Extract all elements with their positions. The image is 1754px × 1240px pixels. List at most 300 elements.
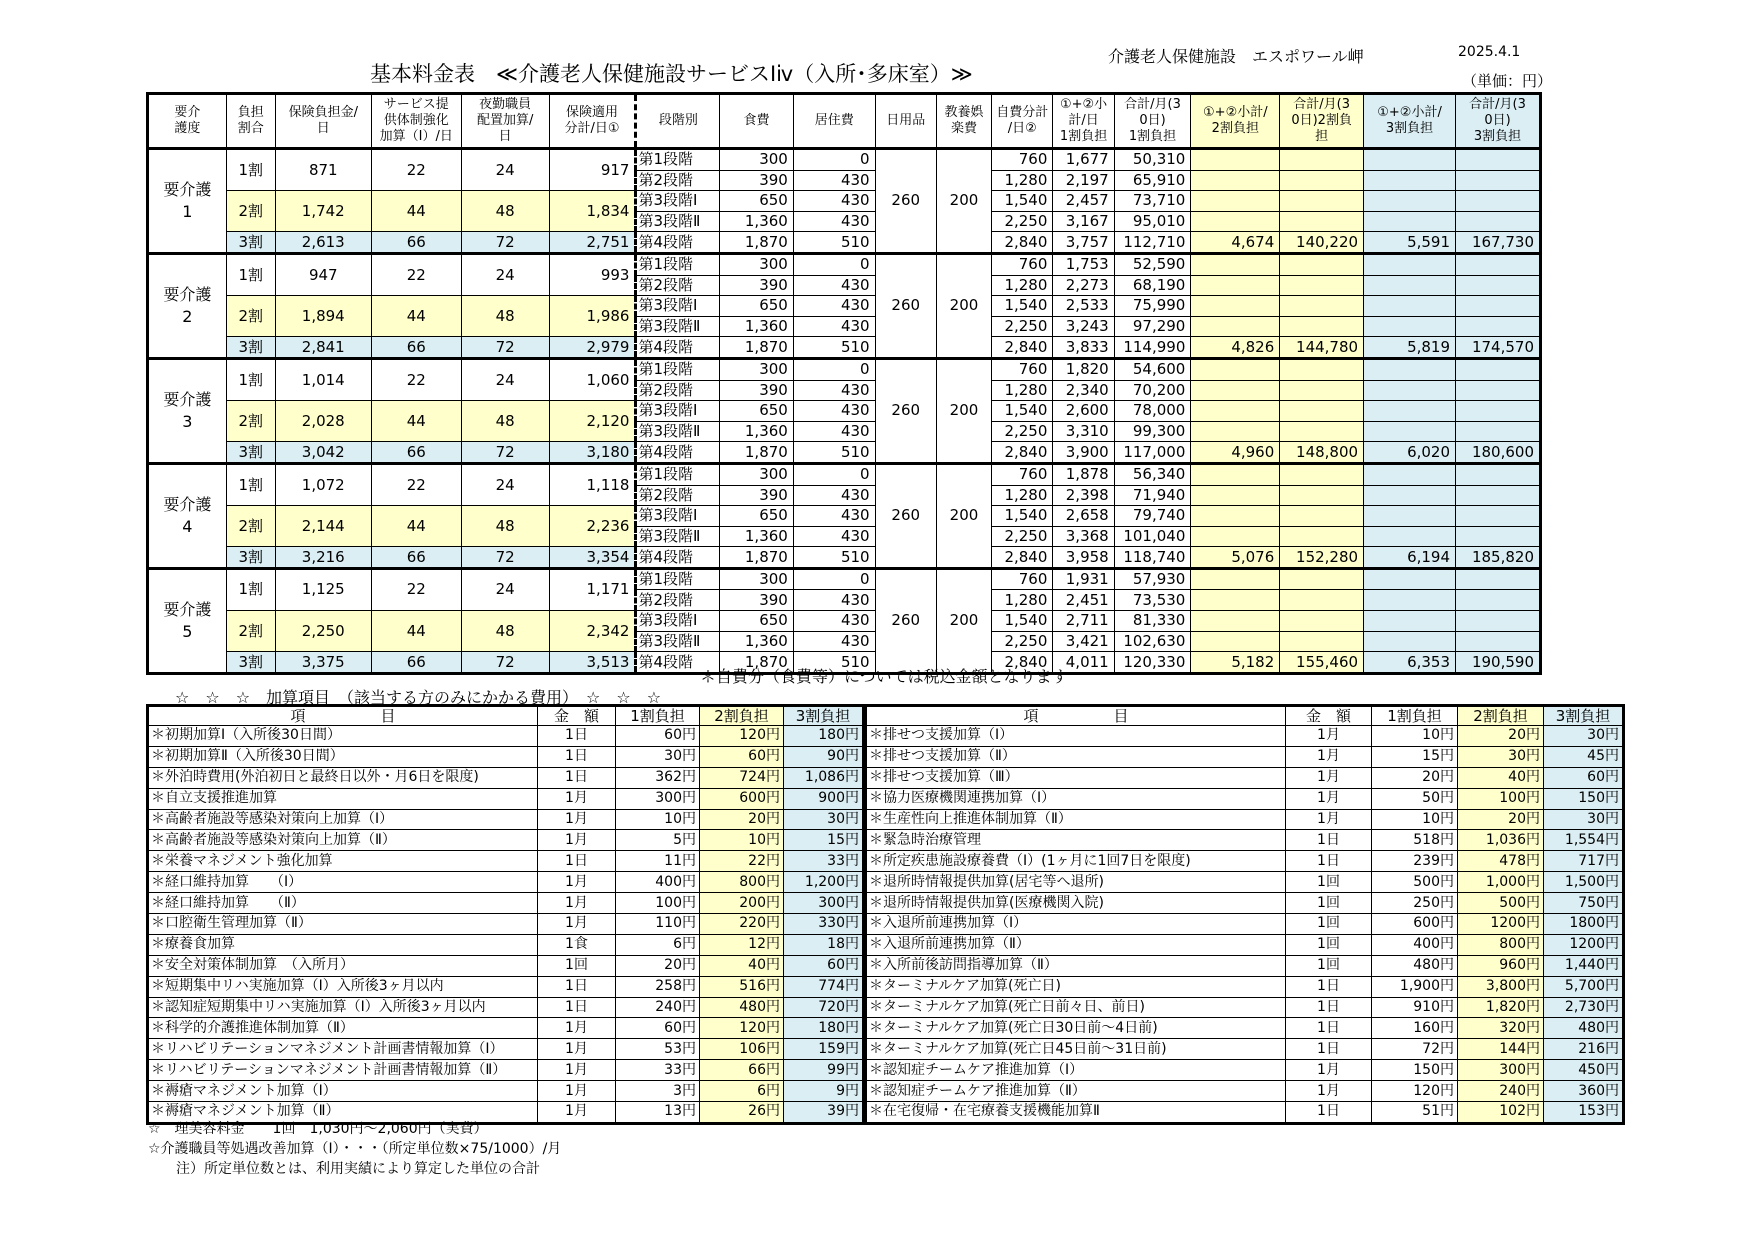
- food-cost: 1,870: [720, 652, 794, 674]
- addition-2wari: 478円: [1458, 851, 1544, 872]
- column-header: 居住費: [793, 94, 875, 149]
- addition-2wari: 100円: [1458, 788, 1544, 809]
- daily-total-1wari: 3,421: [1053, 631, 1114, 652]
- footer-note-definition: 注）所定単位数とは、利用実績により算定した単位の合計: [148, 1161, 540, 1177]
- addition-2wari: 600円: [700, 788, 784, 809]
- addition-1wari: 160円: [1372, 1018, 1458, 1039]
- addition-3wari: 900円: [784, 788, 864, 809]
- service-system-addition: 22: [371, 358, 461, 400]
- additions-header-right: [866, 706, 1624, 726]
- empty-cell: [1456, 526, 1541, 547]
- stage-label: 第2段階: [636, 590, 720, 611]
- empty-cell: [1191, 211, 1280, 232]
- daily-total-1wari: 3,833: [1053, 337, 1114, 359]
- self-pay-subtotal: 2,840: [992, 442, 1053, 464]
- daily-total-1wari: 1,878: [1053, 463, 1114, 485]
- empty-cell: [1191, 149, 1280, 171]
- empty-cell: [1280, 401, 1364, 422]
- empty-cell: [1364, 316, 1456, 337]
- addition-1wari: 239円: [1372, 851, 1458, 872]
- addition-3wari: 39円: [784, 1102, 864, 1124]
- addition-unit: 1月: [538, 788, 616, 809]
- column-header: 要介 護度: [148, 94, 227, 149]
- empty-cell: [1280, 170, 1364, 191]
- table-row: [148, 358, 1541, 380]
- addition-item: ＊口腔衛生管理加算（Ⅱ）: [148, 914, 538, 935]
- additions-column-header: 1割負担: [616, 706, 700, 726]
- additions-row: [866, 851, 1624, 872]
- residence-cost: 510: [793, 442, 875, 464]
- addition-2wari: 144円: [1458, 1039, 1544, 1060]
- empty-cell: [1364, 421, 1456, 442]
- addition-3wari: 180円: [784, 1018, 864, 1039]
- daily-total-1wari: 2,340: [1053, 380, 1114, 401]
- burden-rate: 1割: [226, 463, 275, 505]
- additions-row: [866, 1018, 1624, 1039]
- column-header: 夜勤職員 配置加算/ 日: [461, 94, 549, 149]
- additions-row: [866, 914, 1624, 935]
- monthly-total-1wari: 71,940: [1114, 485, 1191, 506]
- burden-rate: 3割: [226, 442, 275, 464]
- additions-row: [866, 1102, 1624, 1124]
- residence-cost: 430: [793, 611, 875, 632]
- empty-cell: [1191, 421, 1280, 442]
- additions-row: [866, 1039, 1624, 1060]
- stage-label: 第3段階Ⅱ: [636, 526, 720, 547]
- residence-cost: 430: [793, 485, 875, 506]
- addition-1wari: 518円: [1372, 830, 1458, 851]
- monthly-total-3wari: 190,590: [1456, 652, 1541, 674]
- empty-cell: [1280, 296, 1364, 317]
- self-pay-subtotal: 2,250: [992, 631, 1053, 652]
- additions-row: [148, 976, 864, 997]
- residence-cost: 430: [793, 590, 875, 611]
- daily-total-3wari: 6,020: [1364, 442, 1456, 464]
- addition-2wari: 1,000円: [1458, 872, 1544, 893]
- food-cost: 1,360: [720, 526, 794, 547]
- residence-cost: 430: [793, 211, 875, 232]
- daily-total-1wari: 2,600: [1053, 401, 1114, 422]
- daily-goods-cost: 260: [875, 358, 936, 463]
- addition-1wari: 110円: [616, 914, 700, 935]
- addition-unit: 1月: [538, 830, 616, 851]
- empty-cell: [1191, 526, 1280, 547]
- empty-cell: [1456, 485, 1541, 506]
- empty-cell: [1364, 463, 1456, 485]
- addition-item: ＊リハビリテーションマネジメント計画書情報加算（Ⅱ）: [148, 1060, 538, 1081]
- addition-item: ＊外泊時費用(外泊初日と最終日以外・月6日を限度): [148, 767, 538, 788]
- column-header: 合計/月(3 0日)2割負 担: [1280, 94, 1364, 149]
- addition-unit: 1月: [1286, 809, 1372, 830]
- addition-item: ＊緊急時治療管理: [866, 830, 1286, 851]
- monthly-total-1wari: 50,310: [1114, 149, 1191, 171]
- insurance-fee: 3,216: [275, 547, 371, 569]
- insurance-fee: 3,375: [275, 652, 371, 674]
- care-level-group: [148, 149, 1541, 254]
- addition-unit: 1月: [538, 893, 616, 914]
- addition-2wari: 300円: [1458, 1060, 1544, 1081]
- empty-cell: [1191, 275, 1280, 296]
- empty-cell: [1191, 401, 1280, 422]
- insurance-fee: 2,144: [275, 506, 371, 547]
- additions-table-right: [864, 704, 1625, 1125]
- daily-total-1wari: 3,900: [1053, 442, 1114, 464]
- empty-cell: [1280, 253, 1364, 275]
- monthly-total-1wari: 117,000: [1114, 442, 1191, 464]
- addition-3wari: 717円: [1544, 851, 1624, 872]
- empty-cell: [1280, 316, 1364, 337]
- self-pay-subtotal: 760: [992, 149, 1053, 171]
- addition-unit: 1月: [538, 914, 616, 935]
- residence-cost: 0: [793, 149, 875, 171]
- monthly-total-1wari: 73,710: [1114, 191, 1191, 212]
- monthly-total-2wari: 140,220: [1280, 232, 1364, 254]
- addition-1wari: 51円: [1372, 1102, 1458, 1124]
- monthly-total-3wari: 174,570: [1456, 337, 1541, 359]
- monthly-total-1wari: 73,530: [1114, 590, 1191, 611]
- daily-total-3wari: 6,353: [1364, 652, 1456, 674]
- additions-row: [148, 955, 864, 976]
- additions-row: [866, 955, 1624, 976]
- addition-unit: 1月: [538, 1060, 616, 1081]
- addition-1wari: 72円: [1372, 1039, 1458, 1060]
- empty-cell: [1456, 358, 1541, 380]
- self-pay-subtotal: 2,840: [992, 337, 1053, 359]
- addition-unit: 1月: [538, 809, 616, 830]
- residence-cost: 510: [793, 547, 875, 569]
- daily-total-3wari: 5,591: [1364, 232, 1456, 254]
- addition-item: ＊認知症チームケア推進加算（Ⅱ）: [866, 1081, 1286, 1102]
- stage-label: 第1段階: [636, 149, 720, 171]
- daily-total-1wari: 4,011: [1053, 652, 1114, 674]
- addition-3wari: 480円: [1544, 1018, 1624, 1039]
- addition-item: ＊短期集中リハ実施加算（Ⅰ）入所後3ヶ月以内: [148, 976, 538, 997]
- additions-row: [148, 893, 864, 914]
- addition-3wari: 750円: [1544, 893, 1624, 914]
- additions-row: [148, 1081, 864, 1102]
- residence-cost: 430: [793, 191, 875, 212]
- table-row: [148, 611, 1541, 632]
- insurance-fee: 1,125: [275, 568, 371, 610]
- addition-3wari: 300円: [784, 893, 864, 914]
- addition-unit: 1月: [1286, 1081, 1372, 1102]
- addition-unit: 1日: [538, 746, 616, 767]
- addition-unit: 1月: [1286, 726, 1372, 747]
- residence-cost: 430: [793, 316, 875, 337]
- burden-rate: 2割: [226, 401, 275, 442]
- culture-cost: 200: [936, 358, 991, 463]
- addition-1wari: 910円: [1372, 997, 1458, 1018]
- insured-subtotal: 1,118: [549, 463, 636, 505]
- self-pay-subtotal: 1,540: [992, 401, 1053, 422]
- addition-1wari: 6円: [616, 934, 700, 955]
- monthly-total-2wari: 155,460: [1280, 652, 1364, 674]
- empty-cell: [1364, 296, 1456, 317]
- addition-item: ＊褥瘡マネジメント加算（Ⅱ）: [148, 1102, 538, 1124]
- daily-total-1wari: 3,167: [1053, 211, 1114, 232]
- stage-label: 第1段階: [636, 253, 720, 275]
- daily-total-2wari: 5,182: [1191, 652, 1280, 674]
- stage-label: 第4段階: [636, 547, 720, 569]
- column-header: 教養娯 楽費: [936, 94, 991, 149]
- monthly-total-1wari: 75,990: [1114, 296, 1191, 317]
- empty-cell: [1191, 191, 1280, 212]
- empty-cell: [1456, 463, 1541, 485]
- addition-1wari: 15円: [1372, 746, 1458, 767]
- addition-unit: 1食: [538, 934, 616, 955]
- insurance-fee: 1,072: [275, 463, 371, 505]
- monthly-total-1wari: 95,010: [1114, 211, 1191, 232]
- empty-cell: [1456, 380, 1541, 401]
- addition-unit: 1月: [1286, 746, 1372, 767]
- service-system-addition: 66: [371, 337, 461, 359]
- addition-3wari: 450円: [1544, 1060, 1624, 1081]
- addition-item: ＊療養食加算: [148, 934, 538, 955]
- additions-row: [866, 746, 1624, 767]
- service-system-addition: 44: [371, 611, 461, 652]
- addition-2wari: 724円: [700, 767, 784, 788]
- empty-cell: [1191, 463, 1280, 485]
- addition-2wari: 3,800円: [1458, 976, 1544, 997]
- stage-label: 第2段階: [636, 485, 720, 506]
- monthly-total-1wari: 52,590: [1114, 253, 1191, 275]
- additions-row: [866, 872, 1624, 893]
- empty-cell: [1191, 590, 1280, 611]
- empty-cell: [1191, 253, 1280, 275]
- residence-cost: 430: [793, 296, 875, 317]
- insured-subtotal: 1,060: [549, 358, 636, 400]
- addition-3wari: 159円: [784, 1039, 864, 1060]
- addition-unit: 1日: [538, 851, 616, 872]
- empty-cell: [1364, 631, 1456, 652]
- empty-cell: [1280, 631, 1364, 652]
- self-pay-subtotal: 1,540: [992, 191, 1053, 212]
- addition-2wari: 20円: [700, 809, 784, 830]
- additions-row: [866, 976, 1624, 997]
- insurance-fee: 871: [275, 149, 371, 191]
- addition-3wari: 33円: [784, 851, 864, 872]
- empty-cell: [1364, 611, 1456, 632]
- column-header: サービス提 供体制強化 加算（Ⅰ）/日: [371, 94, 461, 149]
- addition-1wari: 600円: [1372, 914, 1458, 935]
- daily-total-2wari: 4,826: [1191, 337, 1280, 359]
- addition-2wari: 120円: [700, 1018, 784, 1039]
- food-cost: 1,360: [720, 211, 794, 232]
- facility-name: 介護老人保健施設 エスポワール岬: [1108, 47, 1364, 66]
- additions-row: [148, 746, 864, 767]
- residence-cost: 430: [793, 526, 875, 547]
- insured-subtotal: 2,979: [549, 337, 636, 359]
- insurance-fee: 1,014: [275, 358, 371, 400]
- addition-item: ＊入所前後訪問指導加算（Ⅱ）: [866, 955, 1286, 976]
- addition-3wari: 1,200円: [784, 872, 864, 893]
- self-pay-subtotal: 2,250: [992, 211, 1053, 232]
- empty-cell: [1280, 526, 1364, 547]
- addition-3wari: 5,700円: [1544, 976, 1624, 997]
- addition-item: ＊排せつ支援加算（Ⅰ）: [866, 726, 1286, 747]
- addition-3wari: 60円: [1544, 767, 1624, 788]
- self-pay-subtotal: 2,840: [992, 232, 1053, 254]
- addition-unit: 1日: [1286, 976, 1372, 997]
- addition-unit: 1日: [1286, 1039, 1372, 1060]
- addition-3wari: 180円: [784, 726, 864, 747]
- addition-1wari: 250円: [1372, 893, 1458, 914]
- food-cost: 650: [720, 611, 794, 632]
- addition-1wari: 33円: [616, 1060, 700, 1081]
- self-pay-subtotal: 760: [992, 253, 1053, 275]
- addition-1wari: 150円: [1372, 1060, 1458, 1081]
- empty-cell: [1456, 275, 1541, 296]
- daily-total-1wari: 3,958: [1053, 547, 1114, 569]
- addition-unit: 1回: [1286, 934, 1372, 955]
- addition-unit: 1日: [538, 726, 616, 747]
- care-level-group: [148, 463, 1541, 568]
- addition-1wari: 258円: [616, 976, 700, 997]
- daily-total-1wari: 2,197: [1053, 170, 1114, 191]
- empty-cell: [1280, 568, 1364, 590]
- residence-cost: 430: [793, 401, 875, 422]
- monthly-total-1wari: 79,740: [1114, 506, 1191, 527]
- stage-label: 第3段階Ⅱ: [636, 631, 720, 652]
- self-pay-subtotal: 1,540: [992, 506, 1053, 527]
- addition-1wari: 60円: [616, 1018, 700, 1039]
- culture-cost: 200: [936, 253, 991, 358]
- empty-cell: [1456, 421, 1541, 442]
- addition-1wari: 13円: [616, 1102, 700, 1124]
- night-staff-addition: 24: [461, 568, 549, 610]
- food-cost: 300: [720, 253, 794, 275]
- service-system-addition: 44: [371, 191, 461, 232]
- addition-3wari: 360円: [1544, 1081, 1624, 1102]
- monthly-total-1wari: 102,630: [1114, 631, 1191, 652]
- insurance-fee: 2,250: [275, 611, 371, 652]
- self-pay-subtotal: 760: [992, 358, 1053, 380]
- addition-unit: 1回: [1286, 893, 1372, 914]
- food-cost: 650: [720, 296, 794, 317]
- addition-1wari: 10円: [1372, 809, 1458, 830]
- addition-item: ＊退所時情報提供加算(医療機関入院): [866, 893, 1286, 914]
- daily-total-1wari: 2,658: [1053, 506, 1114, 527]
- addition-3wari: 150円: [1544, 788, 1624, 809]
- additions-column-header: 項 目: [866, 706, 1286, 726]
- additions-column-header: 2割負担: [700, 706, 784, 726]
- monthly-total-1wari: 65,910: [1114, 170, 1191, 191]
- insured-subtotal: 2,236: [549, 506, 636, 547]
- addition-unit: 1日: [1286, 851, 1372, 872]
- additions-row: [148, 851, 864, 872]
- addition-unit: 1日: [538, 976, 616, 997]
- empty-cell: [1456, 631, 1541, 652]
- food-cost: 1,870: [720, 547, 794, 569]
- additions-row: [148, 788, 864, 809]
- self-pay-subtotal: 760: [992, 568, 1053, 590]
- daily-total-1wari: 2,273: [1053, 275, 1114, 296]
- daily-goods-cost: 260: [875, 568, 936, 673]
- daily-goods-cost: 260: [875, 463, 936, 568]
- addition-item: ＊ターミナルケア加算(死亡日30日前～4日前): [866, 1018, 1286, 1039]
- monthly-total-1wari: 101,040: [1114, 526, 1191, 547]
- monthly-total-2wari: 148,800: [1280, 442, 1364, 464]
- self-pay-subtotal: 760: [992, 463, 1053, 485]
- empty-cell: [1280, 421, 1364, 442]
- addition-1wari: 20円: [616, 955, 700, 976]
- empty-cell: [1191, 316, 1280, 337]
- stage-label: 第1段階: [636, 463, 720, 485]
- addition-2wari: 500円: [1458, 893, 1544, 914]
- residence-cost: 430: [793, 506, 875, 527]
- column-header: 負担 割合: [226, 94, 275, 149]
- stage-label: 第2段階: [636, 170, 720, 191]
- food-cost: 1,870: [720, 442, 794, 464]
- burden-rate: 3割: [226, 337, 275, 359]
- additions-row: [866, 830, 1624, 851]
- additions-row: [148, 1018, 864, 1039]
- food-cost: 650: [720, 191, 794, 212]
- addition-unit: 1月: [538, 1081, 616, 1102]
- self-pay-subtotal: 2,250: [992, 526, 1053, 547]
- insured-subtotal: 2,120: [549, 401, 636, 442]
- insured-subtotal: 2,342: [549, 611, 636, 652]
- additions-row: [148, 1060, 864, 1081]
- addition-unit: 1月: [538, 1102, 616, 1124]
- empty-cell: [1456, 316, 1541, 337]
- empty-cell: [1191, 170, 1280, 191]
- addition-item: ＊排せつ支援加算（Ⅲ）: [866, 767, 1286, 788]
- addition-item: ＊排せつ支援加算（Ⅱ）: [866, 746, 1286, 767]
- footer-note-improvement: ☆介護職員等処遇改善加算（Ⅰ）・・・（所定単位数×75/1000）/月: [148, 1141, 562, 1157]
- addition-item: ＊経口維持加算 （Ⅱ）: [148, 893, 538, 914]
- addition-3wari: 30円: [1544, 809, 1624, 830]
- insurance-fee: 947: [275, 253, 371, 295]
- addition-unit: 1月: [538, 1039, 616, 1060]
- addition-1wari: 120円: [1372, 1081, 1458, 1102]
- self-pay-subtotal: 1,280: [992, 170, 1053, 191]
- addition-2wari: 102円: [1458, 1102, 1544, 1124]
- addition-item: ＊科学的介護推進体制加算（Ⅱ）: [148, 1018, 538, 1039]
- table-row: [148, 442, 1541, 464]
- empty-cell: [1280, 275, 1364, 296]
- addition-2wari: 12円: [700, 934, 784, 955]
- table-row: [148, 506, 1541, 527]
- addition-item: ＊生産性向上推進体制加算（Ⅱ）: [866, 809, 1286, 830]
- addition-3wari: 2,730円: [1544, 997, 1624, 1018]
- food-cost: 1,360: [720, 316, 794, 337]
- addition-2wari: 1,036円: [1458, 830, 1544, 851]
- additions-table-left: [146, 704, 865, 1125]
- self-pay-subtotal: 2,250: [992, 421, 1053, 442]
- addition-2wari: 40円: [700, 955, 784, 976]
- addition-2wari: 1,820円: [1458, 997, 1544, 1018]
- empty-cell: [1364, 401, 1456, 422]
- insured-subtotal: 1,986: [549, 296, 636, 337]
- food-cost: 1,360: [720, 631, 794, 652]
- residence-cost: 0: [793, 358, 875, 380]
- addition-unit: 1日: [538, 767, 616, 788]
- addition-item: ＊自立支援推進加算: [148, 788, 538, 809]
- addition-2wari: 800円: [700, 872, 784, 893]
- addition-3wari: 774円: [784, 976, 864, 997]
- empty-cell: [1191, 631, 1280, 652]
- addition-unit: 1日: [538, 997, 616, 1018]
- empty-cell: [1364, 211, 1456, 232]
- stage-label: 第1段階: [636, 358, 720, 380]
- empty-cell: [1456, 590, 1541, 611]
- food-cost: 1,360: [720, 421, 794, 442]
- insured-subtotal: 3,354: [549, 547, 636, 569]
- table-row: [148, 296, 1541, 317]
- daily-total-3wari: 5,819: [1364, 337, 1456, 359]
- care-level-group: [148, 253, 1541, 358]
